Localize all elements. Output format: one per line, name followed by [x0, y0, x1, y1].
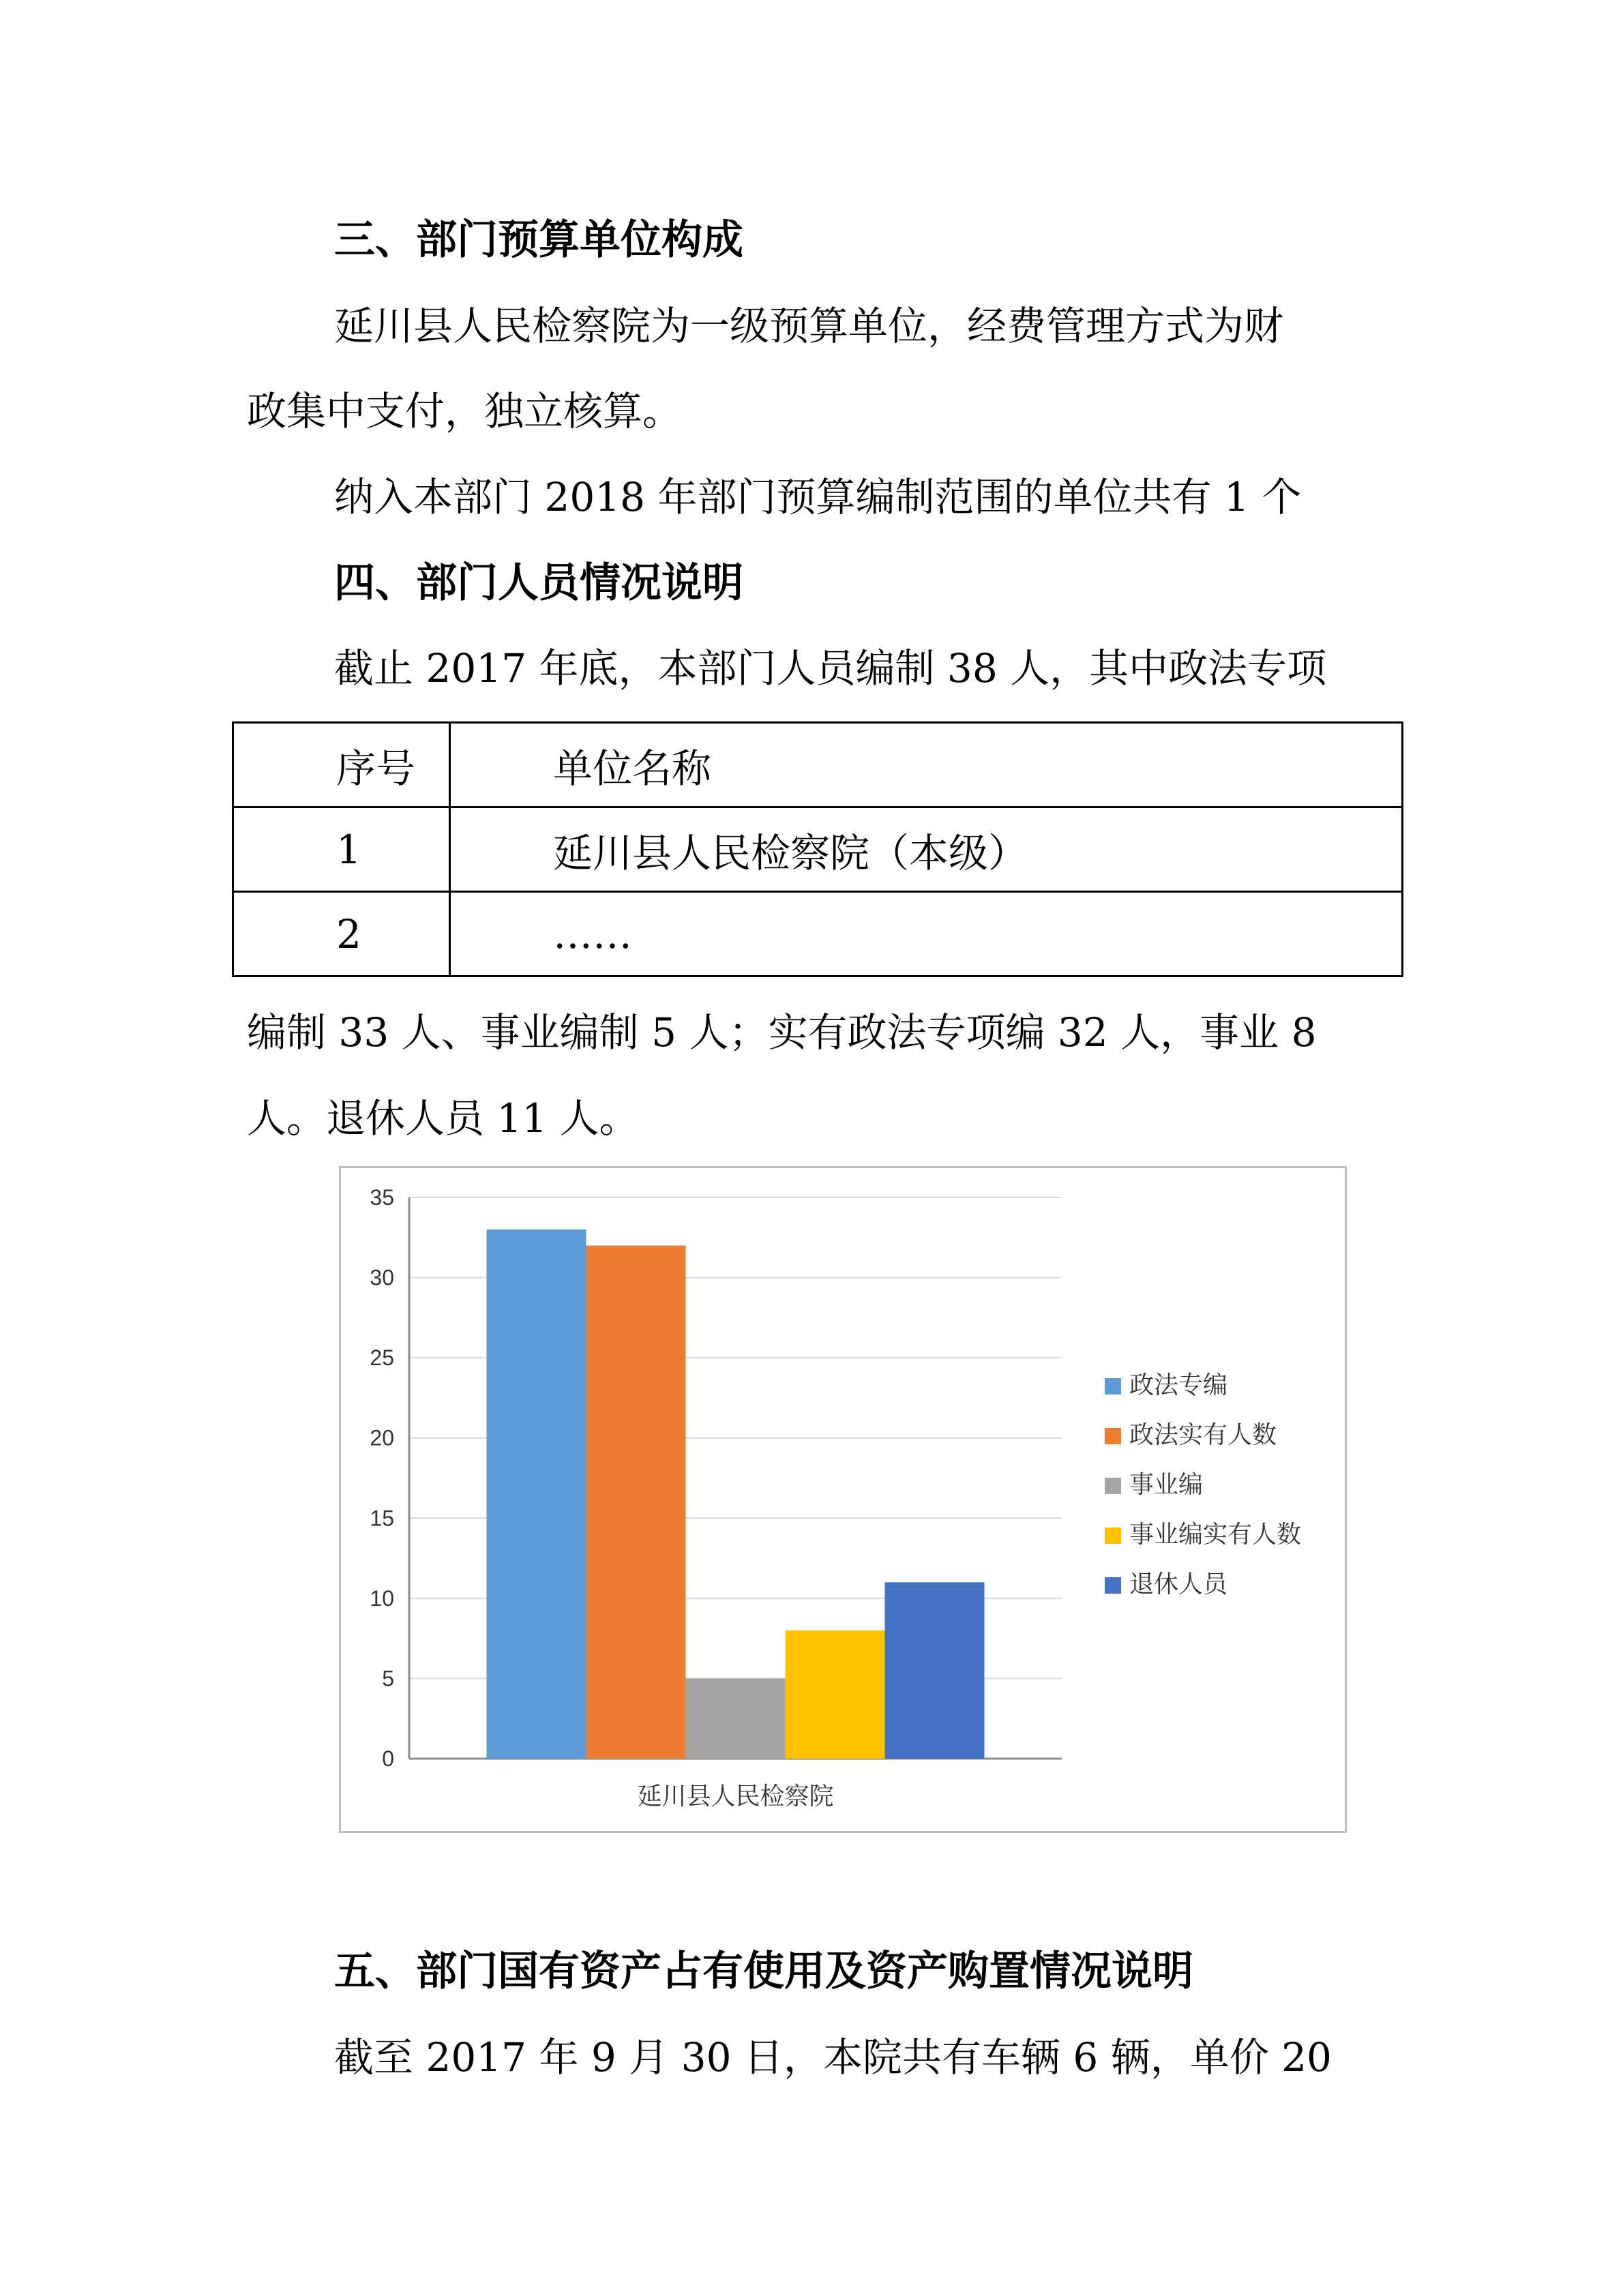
legend-swatch — [1105, 1428, 1121, 1444]
legend-swatch — [1105, 1378, 1121, 1395]
table-cell-index: 1 — [233, 807, 450, 892]
staff-bar-chart — [339, 1166, 1347, 1833]
y-tick-label: 5 — [382, 1666, 394, 1691]
section-3-paragraph-1-line-1: 延川县人民检察院为一级预算单位，经费管理方式为财 — [334, 303, 1284, 349]
table-header-unit-name: 单位名称 — [450, 723, 1403, 807]
y-tick-label: 25 — [370, 1345, 394, 1371]
section-4-paragraph-line-2: 编制 33 人、事业编制 5 人；实有政法专项编 32 人，事业 8 — [247, 1009, 1317, 1056]
legend-entry: 政法专编 — [1129, 1371, 1228, 1399]
y-tick-label: 0 — [382, 1746, 394, 1771]
legend-swatch — [1105, 1577, 1121, 1594]
section-4-paragraph-line-1: 截止 2017 年底，本部门人员编制 38 人，其中政法专项 — [334, 645, 1327, 691]
x-category-label: 延川县人民检察院 — [637, 1783, 834, 1810]
y-tick-label: 20 — [370, 1425, 394, 1450]
section-3-heading: 三、部门预算单位构成 — [334, 216, 743, 264]
y-tick-label: 10 — [370, 1585, 394, 1611]
section-3-paragraph-1-line-2: 政集中支付，独立核算。 — [247, 388, 683, 434]
legend-entry: 退休人员 — [1129, 1570, 1228, 1598]
section-5-paragraph-line-1: 截至 2017 年 9 月 30 日，本院共有车辆 6 辆，单价 20 — [334, 2034, 1332, 2081]
bar — [686, 1678, 786, 1759]
table-cell-index: 2 — [233, 892, 450, 976]
section-3-paragraph-2: 纳入本部门 2018 年部门预算编制范围的单位共有 1 个 — [334, 474, 1302, 520]
y-tick-label: 15 — [370, 1506, 394, 1531]
y-tick-label: 35 — [370, 1185, 394, 1210]
bar — [586, 1246, 686, 1759]
table-header-index: 序号 — [233, 723, 450, 807]
table-cell-unit-name: 延川县人民检察院（本级） — [450, 807, 1403, 892]
legend-swatch — [1105, 1527, 1121, 1544]
bar — [786, 1630, 885, 1759]
unit-table — [232, 721, 1403, 977]
legend-entry: 事业编实有人数 — [1129, 1521, 1302, 1549]
legend-entry: 政法实有人数 — [1129, 1421, 1277, 1449]
bar — [487, 1229, 586, 1759]
table-header-row — [233, 723, 1403, 807]
table-row — [233, 892, 1403, 976]
table-cell-unit-name: …… — [450, 892, 1403, 976]
legend-entry: 事业编 — [1129, 1471, 1204, 1499]
table-row — [233, 807, 1403, 892]
chart-svg — [341, 1168, 1345, 1831]
section-5-heading: 五、部门国有资产占有使用及资产购置情况说明 — [334, 1948, 1193, 1995]
section-4-heading: 四、部门人员情况说明 — [334, 559, 743, 607]
bar — [885, 1582, 985, 1759]
y-tick-label: 30 — [370, 1265, 394, 1290]
section-4-paragraph-line-3: 人。退休人员 11 人。 — [247, 1095, 639, 1142]
legend-swatch — [1105, 1478, 1121, 1494]
